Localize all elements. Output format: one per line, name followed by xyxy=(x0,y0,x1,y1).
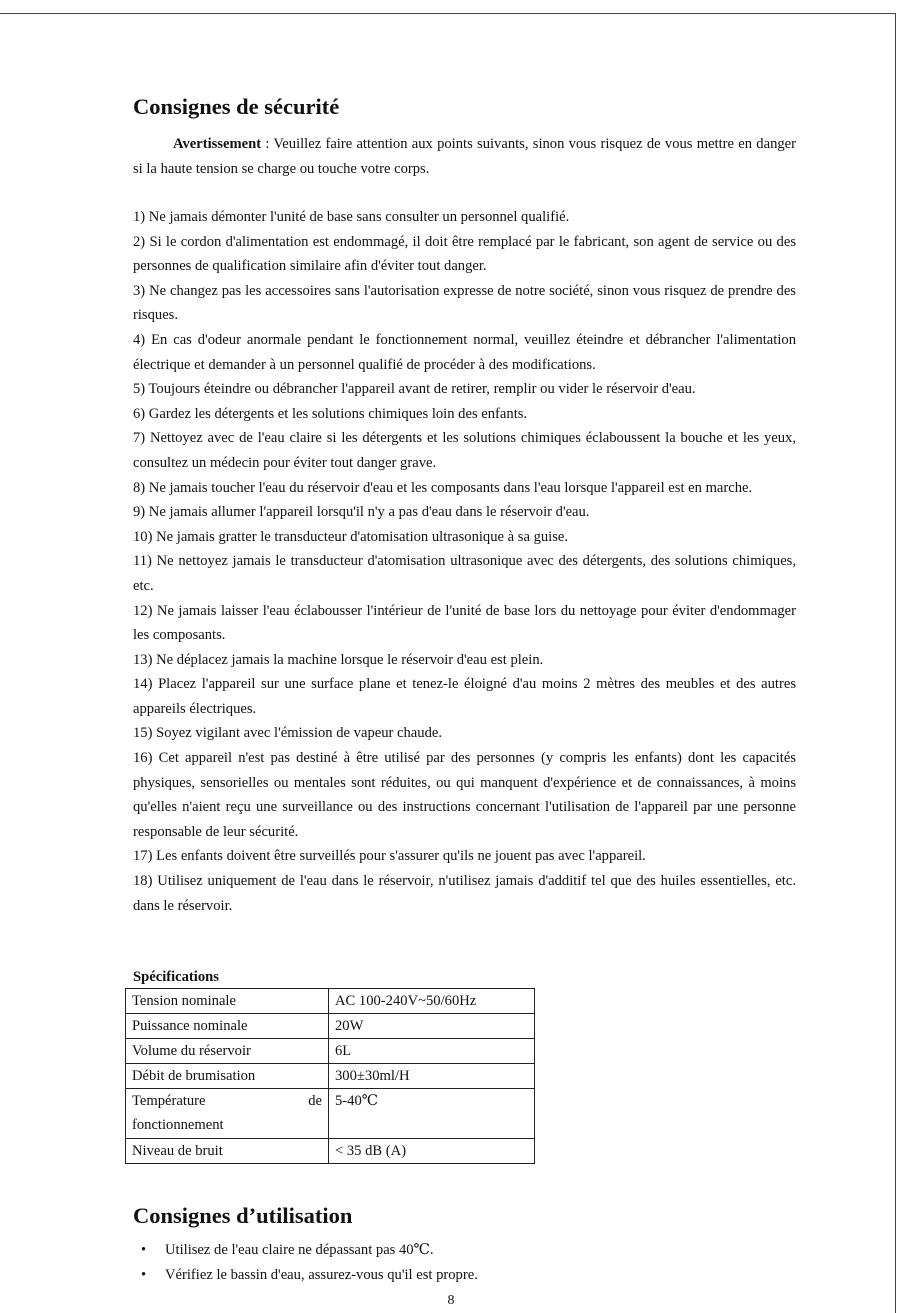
spec-label xyxy=(126,1089,329,1139)
safety-item-8: 8) Ne jamais toucher l'eau du réservoir d'eau et les composants dans l'eau lorsque l'appareil est en marche. xyxy=(133,479,753,496)
safety-item-6: 6) Gardez les détergents et les solutions chimiques loin des enfants. xyxy=(133,405,528,422)
safety-item-2: 2) Si le cordon d'alimentation est endommagé, il doit être remplacé par le fabricant, son agent de service ou des personnes de qualification similaire afin d'éviter tout danger. xyxy=(133,233,796,275)
safety-item-9: 9) Ne jamais allumer l'appareil lorsqu'il n'y a pas d'eau dans le réservoir d'eau. xyxy=(133,504,590,521)
safety-item-18: 18) Utilisez uniquement de l'eau dans le réservoir, n'utilisez jamais d'additif tel que des huiles essentielles, etc. dans le réservoir. xyxy=(133,873,796,914)
specs-row xyxy=(126,1039,535,1064)
spec-value: 20W xyxy=(329,1014,535,1039)
safety-item-13: 13) Ne déplacez jamais la machine lorsque le réservoir d'eau est plein. xyxy=(133,651,544,668)
page-number: 8 xyxy=(447,1293,455,1308)
safety-item-12: 12) Ne jamais laisser l'eau éclabousser l'intérieur de l'unité de base lors du nettoyage pour éviter d'endommager les composants. xyxy=(133,602,796,644)
spec-label: Volume du réservoir xyxy=(126,1039,329,1064)
spec-value: < 35 dB (A) xyxy=(329,1139,535,1164)
safety-list xyxy=(133,205,796,918)
safety-item-11: 11) Ne nettoyez jamais le transducteur d'atomisation ultrasonique avec des détergents, des solutions chimiques, etc. xyxy=(133,553,796,594)
safety-item-5: 5) Toujours éteindre ou débrancher l'appareil avant de retirer, remplir ou vider le réservoir d'eau. xyxy=(133,381,696,398)
safety-item-1: 1) Ne jamais démonter l'unité de base sans consulter un personnel qualifié. xyxy=(133,209,570,225)
spec-value: 5-40℃ xyxy=(329,1089,535,1139)
safety-item-17: 17) Les enfants doivent être surveillés pour s'assurer qu'ils ne jouent pas avec l'appareil. xyxy=(133,848,646,865)
warning-paragraph xyxy=(133,132,796,181)
safety-title: Consignes de sécurité xyxy=(133,94,340,119)
spec-label-part: fonctionnement xyxy=(132,1117,224,1133)
page-border-top xyxy=(0,13,895,14)
usage-item xyxy=(133,1238,478,1263)
spec-value: AC 100-240V~50/60Hz xyxy=(329,989,535,1014)
spec-label: Tension nominale xyxy=(126,989,329,1014)
safety-item-4: 4) En cas d'odeur anormale pendant le fonctionnement normal, veuillez éteindre et débrancher l'alimentation électrique et demander à un personnel qualifié de procéder à des modifications. xyxy=(133,331,796,373)
usage-item-text: Vérifiez le bassin d'eau, assurez-vous qu'il est propre. xyxy=(165,1266,478,1283)
spec-label-part: de xyxy=(308,1093,322,1109)
bullet-icon: • xyxy=(141,1242,147,1258)
usage-item xyxy=(133,1263,478,1288)
spec-label: Puissance nominale xyxy=(126,1014,329,1039)
spec-label-line xyxy=(132,1089,322,1113)
spec-label: Niveau de bruit xyxy=(126,1139,329,1164)
warning-text: : Veuillez faire attention aux points suivants, sinon vous risquez de vous mettre en danger si la haute tension se charge ou touche votre corps. xyxy=(133,136,796,177)
safety-item-7: 7) Nettoyez avec de l'eau claire si les détergents et les solutions chimiques éclaboussent la bouche et les yeux, consultez un médecin pour éviter tout danger grave. xyxy=(133,430,796,471)
page-border-right xyxy=(895,13,896,1313)
safety-item-15: 15) Soyez vigilant avec l'émission de vapeur chaude. xyxy=(133,725,442,742)
warning-label: Avertissement xyxy=(173,136,262,152)
usage-item-text: Utilisez de l'eau claire ne dépassant pas 40℃. xyxy=(165,1242,434,1258)
usage-title: Consignes d’utilisation xyxy=(133,1203,353,1228)
specs-table xyxy=(125,988,535,1164)
safety-item-3: 3) Ne changez pas les accessoires sans l'autorisation expresse de notre société, sinon vous risquez de prendre des risques. xyxy=(133,282,796,324)
safety-item-14: 14) Placez l'appareil sur une surface plane et tenez-le éloigné d'au moins 2 mètres des meubles et des autres appareils électriques. xyxy=(133,676,796,717)
specs-row xyxy=(126,1064,535,1089)
bullet-icon: • xyxy=(141,1266,147,1283)
spec-value: 6L xyxy=(329,1039,535,1064)
spec-label-part: Température xyxy=(132,1093,206,1109)
safety-item-10: 10) Ne jamais gratter le transducteur d'atomisation ultrasonique à sa guise. xyxy=(133,528,569,545)
specs-title: Spécifications xyxy=(133,969,219,985)
specs-row xyxy=(126,989,535,1014)
specs-row xyxy=(126,1139,535,1164)
spec-value: 300±30ml/H xyxy=(329,1064,535,1089)
safety-item-16: 16) Cet appareil n'est pas destiné à être utilisé par des personnes (y compris les enfants) dont les capacités physiques, sensorielles ou mentales sont réduites, ou qui manquent d'expérience et de connaissances, à moins qu'elles n'aient reçu une surveillance ou des instructions concernant l'utilisation de l'appareil par une personne responsable de leur sécurité. xyxy=(133,750,796,840)
spec-label: Débit de brumisation xyxy=(126,1064,329,1089)
specs-row xyxy=(126,1014,535,1039)
specs-row xyxy=(126,1089,535,1139)
usage-list xyxy=(133,1238,478,1287)
